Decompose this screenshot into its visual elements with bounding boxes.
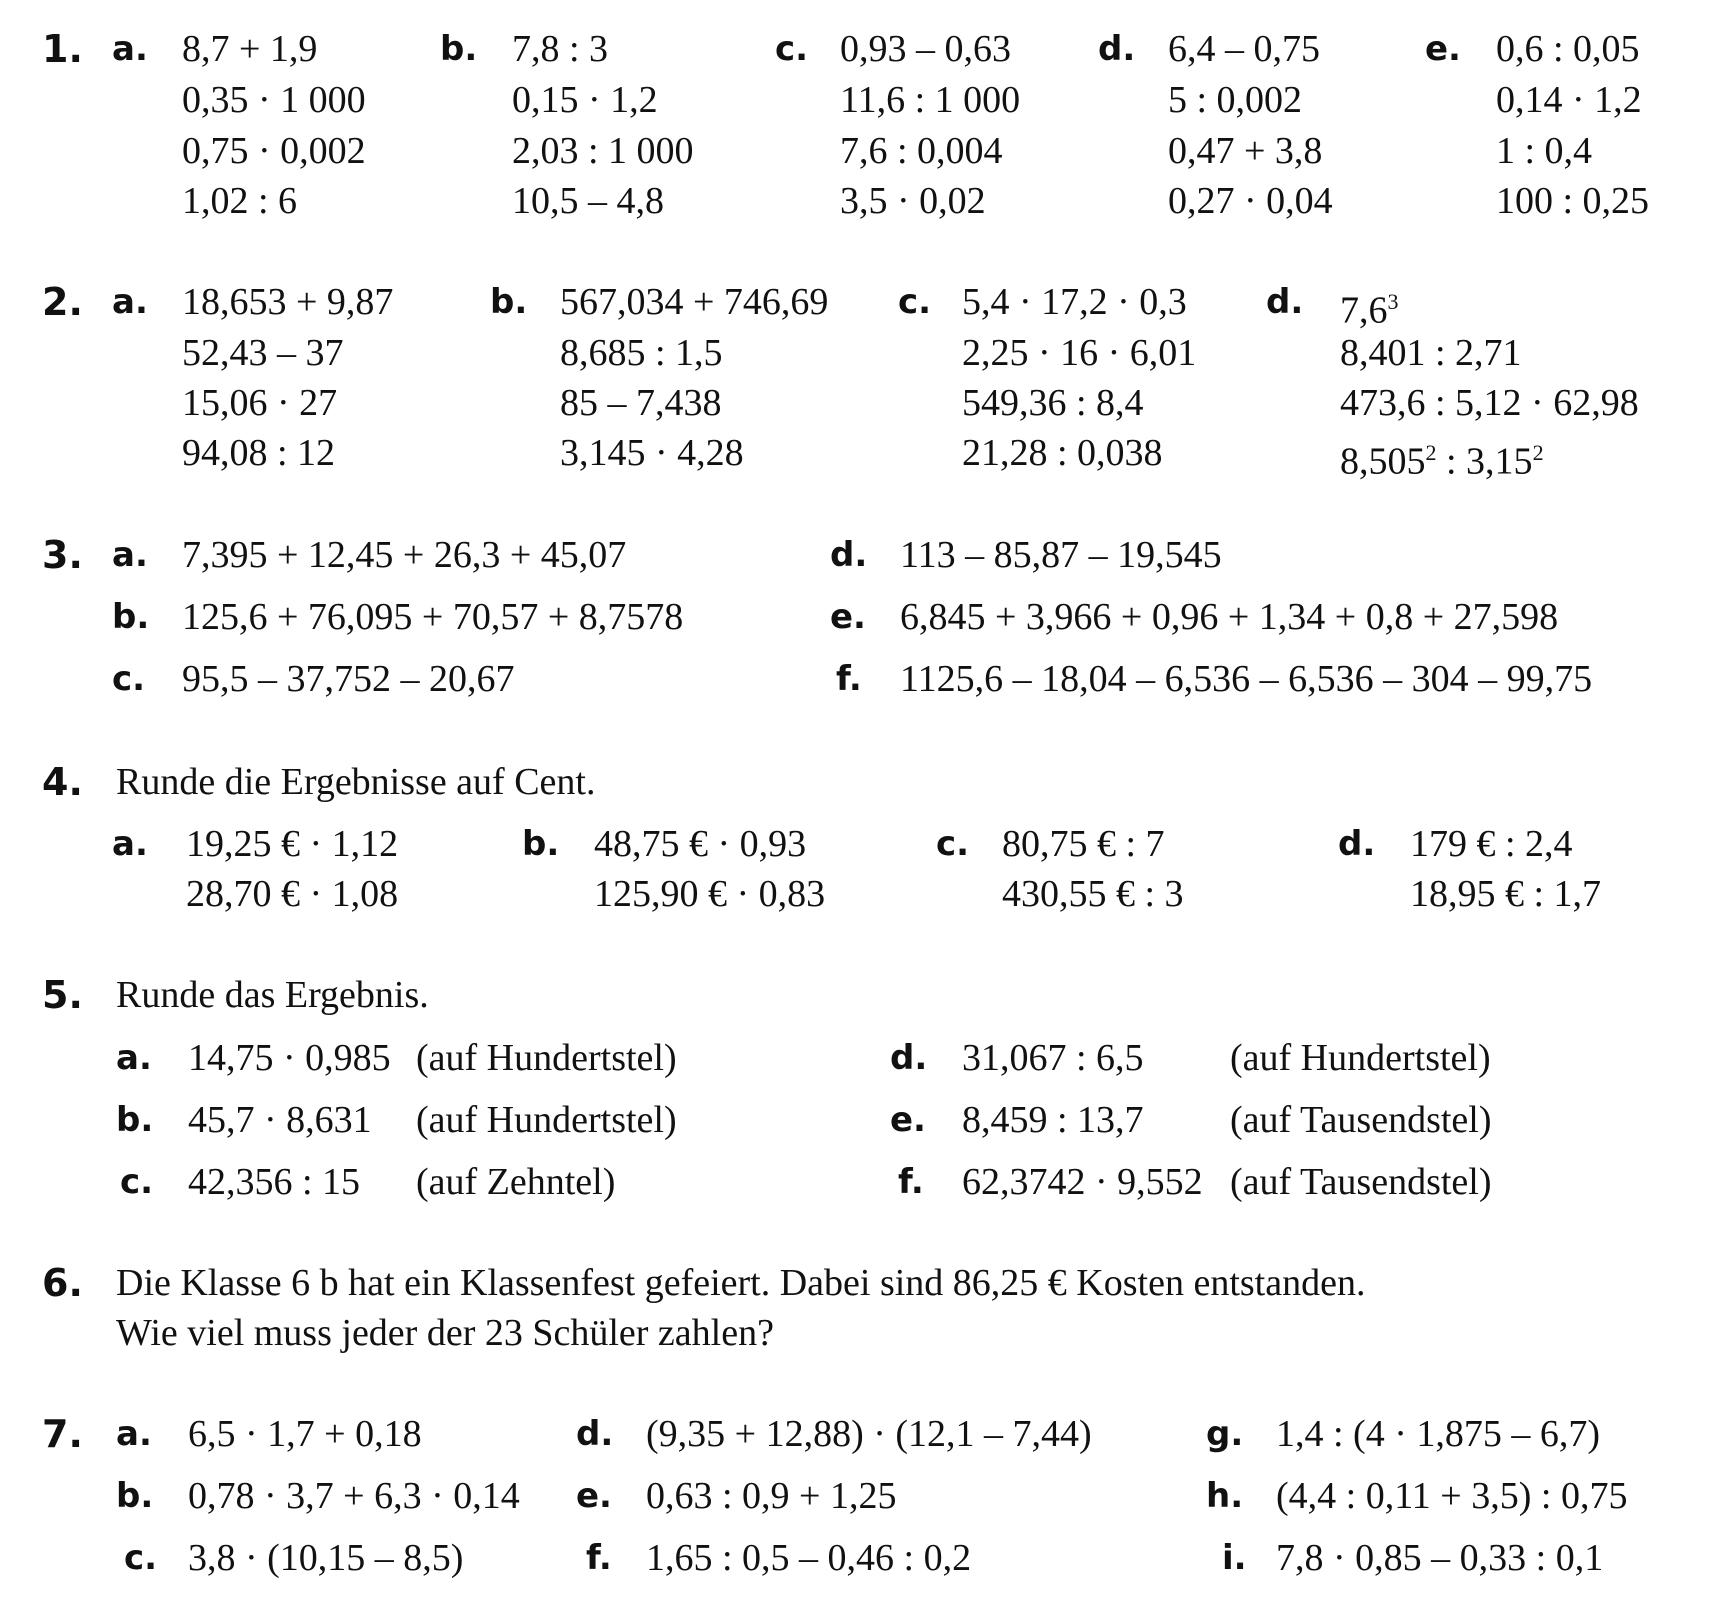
task-line: (4,4 : 0,11 + 3,5) : 0,75 <box>1276 1475 1628 1517</box>
task-line <box>1340 428 1544 487</box>
task-line: 1,02 : 6 <box>182 180 298 222</box>
part-label: e. <box>830 597 866 637</box>
part-label: b. <box>440 29 478 69</box>
task-line: 1125,6 – 18,04 – 6,536 – 6,536 – 304 – 99,75 <box>900 658 1593 700</box>
rounding-hint: (auf Hundertstel) <box>416 1099 677 1141</box>
part-label: d. <box>1266 282 1304 322</box>
task-line: 19,25 € · 1,12 <box>186 823 399 865</box>
task-line: 7,6 : 0,004 <box>840 130 1003 172</box>
task-line: 567,034 + 746,69 <box>560 281 829 323</box>
task-line: 0,47 + 3,8 <box>1168 130 1323 172</box>
task-line: 80,75 € : 7 <box>1002 823 1165 865</box>
part-label: f. <box>586 1538 612 1578</box>
task-line: 5,4 · 17,2 · 0,3 <box>962 281 1187 323</box>
part-label: c. <box>124 1538 158 1578</box>
task-line: 18,653 + 9,87 <box>182 281 394 323</box>
task-line: 7,8 · 0,85 – 0,33 : 0,1 <box>1276 1537 1604 1579</box>
part-label: e. <box>576 1476 612 1516</box>
part-label: f. <box>898 1162 924 1202</box>
task-line: 3,5 · 0,02 <box>840 180 986 222</box>
task-line: 95,5 – 37,752 – 20,67 <box>182 658 515 700</box>
task-line: 3,145 · 4,28 <box>560 432 744 474</box>
part-label: b. <box>116 1476 154 1516</box>
task-line: 0,6 : 0,05 <box>1496 28 1640 70</box>
exercise-number: 2. <box>42 280 83 324</box>
task-line: 6,5 · 1,7 + 0,18 <box>188 1413 422 1455</box>
part-label: b. <box>116 1100 154 1140</box>
task-line: 125,6 + 76,095 + 70,57 + 8,7578 <box>182 596 684 638</box>
part-label: d. <box>890 1038 928 1078</box>
part-label: e. <box>1425 29 1461 69</box>
part-label: g. <box>1206 1414 1244 1454</box>
task-line: 1,4 : (4 · 1,875 – 6,7) <box>1276 1413 1601 1455</box>
task-line: 21,28 : 0,038 <box>962 432 1163 474</box>
task-line: 8,685 : 1,5 <box>560 332 723 374</box>
task-line: 100 : 0,25 <box>1496 180 1650 222</box>
task-expression: 42,356 : 15 <box>188 1161 361 1203</box>
part-label: a. <box>116 1414 152 1454</box>
word-problem-line: Die Klasse 6 b hat ein Klassenfest gefeiert. Dabei sind 86,25 € Kosten entstanden. <box>116 1262 1366 1304</box>
part-label: a. <box>112 29 148 69</box>
exercise-number: 5. <box>42 973 83 1017</box>
task-line: 125,90 € · 0,83 <box>594 873 826 915</box>
rounding-hint: (auf Zehntel) <box>416 1161 616 1203</box>
task-line: 5 : 0,002 <box>1168 79 1303 121</box>
exercise-number: 4. <box>42 760 83 804</box>
rounding-hint: (auf Hundertstel) <box>1230 1037 1491 1079</box>
rounding-hint: (auf Hundertstel) <box>416 1037 677 1079</box>
part-label: c. <box>112 659 146 699</box>
task-line: 0,27 · 0,04 <box>1168 180 1333 222</box>
part-label: d. <box>576 1414 614 1454</box>
task-line: 15,06 · 27 <box>182 382 338 424</box>
task-line: 11,6 : 1 000 <box>840 79 1021 121</box>
part-label: b. <box>522 824 560 864</box>
task-line: 0,15 · 1,2 <box>512 79 658 121</box>
instruction: Runde die Ergebnisse auf Cent. <box>116 761 596 803</box>
instruction: Runde das Ergebnis. <box>116 974 429 1016</box>
part-label: b. <box>112 597 150 637</box>
exercise-number: 6. <box>42 1261 83 1305</box>
task-line: 2,25 · 16 · 6,01 <box>962 332 1197 374</box>
part-label: d. <box>1338 824 1376 864</box>
word-problem-line: Wie viel muss jeder der 23 Schüler zahlen? <box>116 1312 774 1354</box>
exponent: 3 <box>1387 289 1399 314</box>
base: : 3,15 <box>1436 440 1533 483</box>
task-line: 94,08 : 12 <box>182 432 336 474</box>
part-label: c. <box>936 824 970 864</box>
exercise-number: 1. <box>42 27 83 71</box>
task-line: 0,14 · 1,2 <box>1496 79 1642 121</box>
exercise-number: 3. <box>42 533 83 577</box>
task-line: (9,35 + 12,88) · (12,1 – 7,44) <box>646 1413 1092 1455</box>
task-expression: 45,7 · 8,631 <box>188 1099 372 1141</box>
task-line: 549,36 : 8,4 <box>962 382 1144 424</box>
task-line: 1 : 0,4 <box>1496 130 1593 172</box>
part-label: a. <box>116 1038 152 1078</box>
task-expression: 14,75 · 0,985 <box>188 1037 391 1079</box>
task-line: 1,65 : 0,5 – 0,46 : 0,2 <box>646 1537 972 1579</box>
task-expression: 31,067 : 6,5 <box>962 1037 1144 1079</box>
part-label: a. <box>112 824 148 864</box>
task-line: 2,03 : 1 000 <box>512 130 694 172</box>
task-line: 28,70 € · 1,08 <box>186 873 399 915</box>
task-line: 0,75 · 0,002 <box>182 130 366 172</box>
part-label: b. <box>490 282 528 322</box>
task-expression: 62,3742 · 9,552 <box>962 1161 1203 1203</box>
task-line <box>1340 277 1399 336</box>
part-label: h. <box>1206 1476 1244 1516</box>
task-line: 430,55 € : 3 <box>1002 873 1184 915</box>
part-label: f. <box>836 659 862 699</box>
part-label: a. <box>112 535 148 575</box>
part-label: a. <box>112 282 148 322</box>
part-label: e. <box>890 1100 926 1140</box>
task-line: 0,78 · 3,7 + 6,3 · 0,14 <box>188 1475 520 1517</box>
base: 7,6 <box>1340 289 1388 332</box>
task-line: 52,43 – 37 <box>182 332 344 374</box>
part-label: c. <box>898 282 932 322</box>
task-line: 113 – 85,87 – 19,545 <box>900 534 1222 576</box>
task-line: 473,6 : 5,12 · 62,98 <box>1340 382 1639 424</box>
rounding-hint: (auf Tausendstel) <box>1230 1161 1492 1203</box>
base: 8,505 <box>1340 440 1426 483</box>
task-line: 10,5 – 4,8 <box>512 180 664 222</box>
task-line: 18,95 € : 1,7 <box>1410 873 1602 915</box>
exercise-number: 7. <box>42 1412 83 1456</box>
exponent: 2 <box>1425 440 1437 465</box>
task-line: 0,63 : 0,9 + 1,25 <box>646 1475 897 1517</box>
task-expression: 8,459 : 13,7 <box>962 1099 1144 1141</box>
task-line: 6,845 + 3,966 + 0,96 + 1,34 + 0,8 + 27,598 <box>900 596 1559 638</box>
task-line: 7,395 + 12,45 + 26,3 + 45,07 <box>182 534 627 576</box>
task-line: 8,401 : 2,71 <box>1340 332 1522 374</box>
task-line: 179 € : 2,4 <box>1410 823 1573 865</box>
part-label: d. <box>830 535 868 575</box>
task-line: 7,8 : 3 <box>512 28 609 70</box>
task-line: 48,75 € · 0,93 <box>594 823 807 865</box>
task-line: 6,4 – 0,75 <box>1168 28 1320 70</box>
task-line: 0,35 · 1 000 <box>182 79 366 121</box>
exponent: 2 <box>1532 440 1544 465</box>
task-line: 0,93 – 0,63 <box>840 28 1011 70</box>
task-line: 85 – 7,438 <box>560 382 722 424</box>
part-label: c. <box>120 1162 154 1202</box>
task-line: 8,7 + 1,9 <box>182 28 318 70</box>
task-line: 3,8 · (10,15 – 8,5) <box>188 1537 464 1579</box>
part-label: d. <box>1098 29 1136 69</box>
part-label: i. <box>1222 1538 1247 1578</box>
part-label: c. <box>775 29 809 69</box>
rounding-hint: (auf Tausendstel) <box>1230 1099 1492 1141</box>
